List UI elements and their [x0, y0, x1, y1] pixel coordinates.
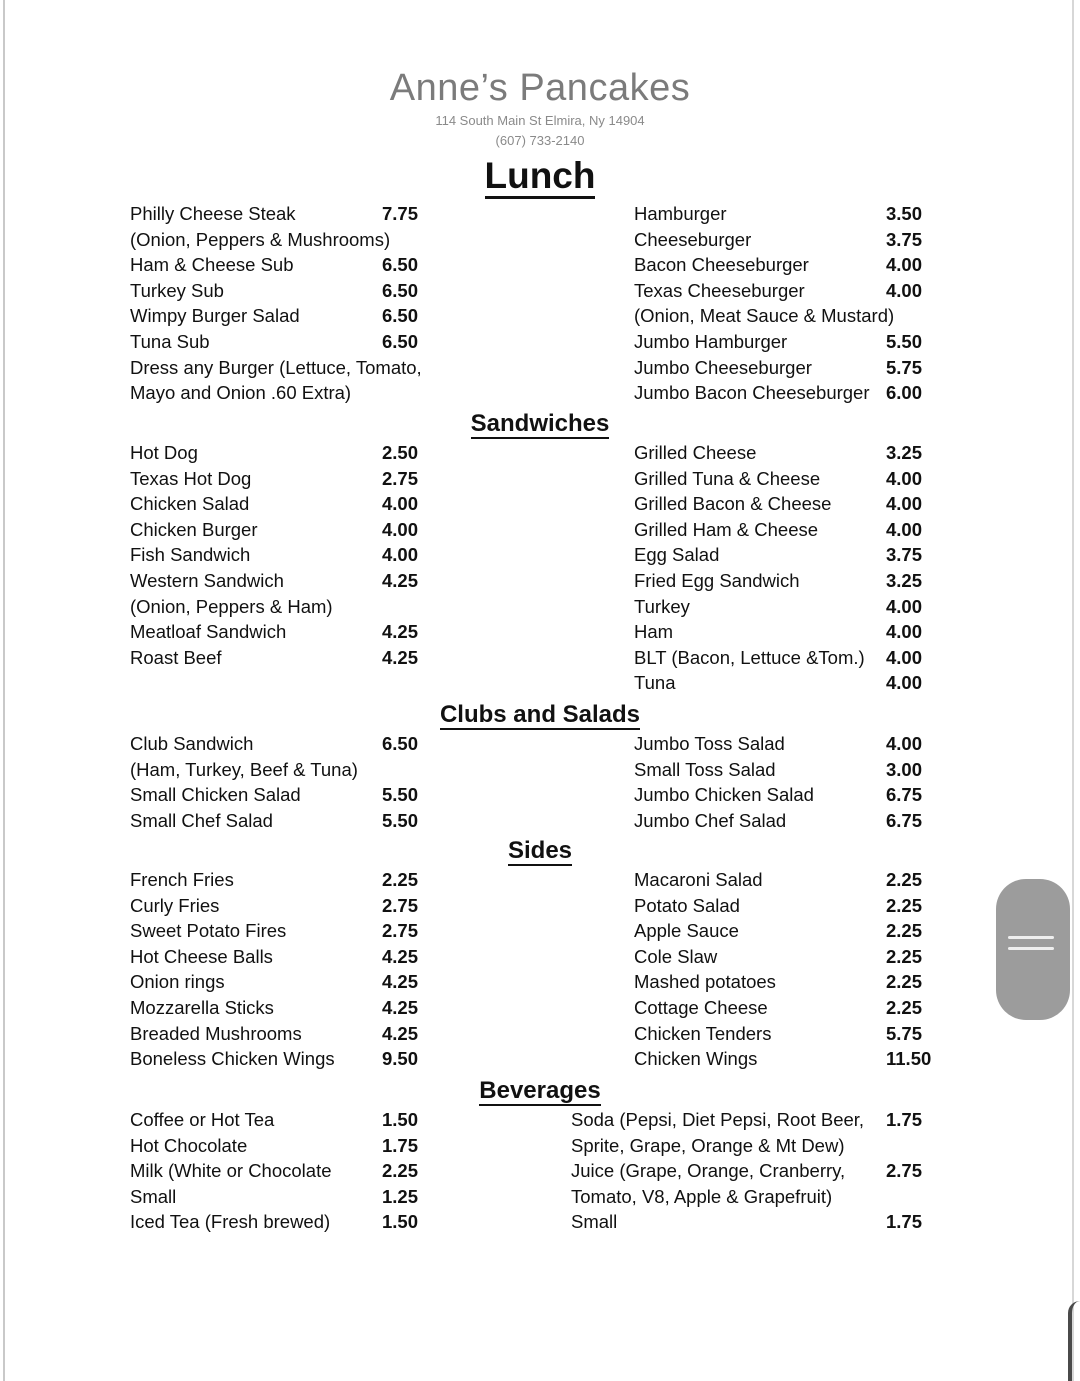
menu-item-name: Fish Sandwich — [130, 544, 251, 565]
menu-item-price: 2.75 — [886, 1160, 923, 1181]
menu-item-name: Ham — [634, 621, 674, 642]
menu-item-name: Cole Slaw — [634, 946, 718, 967]
menu-item-name: Turkey Sub — [130, 280, 224, 301]
menu-item-name: Meatloaf Sandwich — [130, 621, 287, 642]
menu-item-name: Chicken Wings — [634, 1048, 758, 1069]
menu-item-name: Hot Cheese Balls — [130, 946, 273, 967]
restaurant-name: Anne’s Pancakes — [389, 67, 691, 109]
menu-item-price: 2.50 — [382, 442, 419, 463]
menu-item-name: Tuna Sub — [130, 331, 210, 352]
menu-item-price: 1.75 — [886, 1211, 923, 1232]
menu-item-name: Jumbo Chicken Salad — [634, 784, 814, 805]
phone: (607) 733-2140 — [495, 133, 585, 148]
menu-item-name: Tuna — [634, 672, 676, 693]
section-clubs-title: Clubs and Salads — [439, 701, 641, 728]
menu-item-name: Apple Sauce — [634, 920, 739, 941]
menu-item-name: Potato Salad — [634, 895, 740, 916]
menu-item-price: 6.50 — [382, 331, 419, 352]
menu-item-price: 4.25 — [382, 997, 419, 1018]
menu-item-price: 4.00 — [886, 280, 923, 301]
menu-item-name: Milk (White or Chocolate — [130, 1160, 332, 1181]
page-edge-left — [3, 0, 5, 1381]
menu-item-price: 2.25 — [382, 1160, 419, 1181]
menu-item-name: Coffee or Hot Tea — [130, 1109, 275, 1130]
section-beverages-title: Beverages — [479, 1077, 601, 1104]
menu-item-price: 2.75 — [382, 920, 419, 941]
menu-item-name: Mashed potatoes — [634, 971, 776, 992]
menu-item-name: Macaroni Salad — [634, 869, 763, 890]
menu-item-name: Grilled Cheese — [634, 442, 757, 463]
menu-item-name: Hot Chocolate — [130, 1135, 248, 1156]
page-corner — [1068, 1301, 1080, 1381]
section-sandwiches-title: Sandwiches — [470, 410, 610, 437]
menu-item-name: Grilled Tuna & Cheese — [634, 468, 821, 489]
menu-item-price: 7.75 — [382, 203, 419, 224]
menu-item-name: Western Sandwich — [130, 570, 284, 591]
handle-grip-line — [1008, 947, 1054, 950]
menu-item-price: 1.75 — [382, 1135, 419, 1156]
menu-item-name: Boneless Chicken Wings — [130, 1048, 335, 1069]
menu-item-name: Hamburger — [634, 203, 727, 224]
menu-item-name: Small Toss Salad — [634, 759, 776, 780]
menu-item-name: Mozzarella Sticks — [130, 997, 274, 1018]
menu-item-price: 4.25 — [382, 971, 419, 992]
menu-item-name: Ham & Cheese Sub — [130, 254, 294, 275]
menu-item-price: 2.25 — [886, 869, 923, 890]
menu-item-price: 6.75 — [886, 784, 923, 805]
menu-item-name: Cottage Cheese — [634, 997, 768, 1018]
menu-item-price: 2.25 — [886, 997, 923, 1018]
menu-item-price: 3.75 — [886, 544, 923, 565]
menu-item-price: 1.75 — [886, 1109, 923, 1130]
menu-item-name: Curly Fries — [130, 895, 220, 916]
menu-item-price: 4.25 — [382, 570, 419, 591]
menu-item-name: Mayo and Onion .60 Extra) — [130, 382, 352, 403]
menu-item-price: 4.00 — [382, 519, 419, 540]
menu-item-name: Sprite, Grape, Orange & Mt Dew) — [571, 1135, 845, 1156]
menu-item-name: Chicken Tenders — [634, 1023, 772, 1044]
menu-item-price: 1.50 — [382, 1109, 419, 1130]
menu-item-name: Small — [571, 1211, 618, 1232]
menu-item-price: 4.00 — [886, 647, 923, 668]
menu-item-price: 4.00 — [886, 733, 923, 754]
menu-item-name: (Onion, Peppers & Mushrooms) — [130, 229, 391, 250]
page-title-text: Lunch — [485, 155, 596, 199]
menu-item-price: 3.25 — [886, 442, 923, 463]
menu-item-name: Chicken Burger — [130, 519, 258, 540]
menu-item-name: Fried Egg Sandwich — [634, 570, 800, 591]
section-sides — [0, 837, 1080, 865]
menu-item-price: 5.50 — [886, 331, 923, 352]
section-clubs — [0, 701, 1080, 729]
menu-item-price: 9.50 — [382, 1048, 419, 1069]
menu-item-price: 6.50 — [382, 305, 419, 326]
menu-item-price: 1.50 — [382, 1211, 419, 1232]
menu-item-name: Wimpy Burger Salad — [130, 305, 300, 326]
menu-item-price: 2.25 — [886, 895, 923, 916]
menu-item-price: 6.50 — [382, 280, 419, 301]
menu-item-name: Small Chef Salad — [130, 810, 273, 831]
menu-item-price: 5.75 — [886, 357, 923, 378]
menu-item-name: Jumbo Hamburger — [634, 331, 788, 352]
menu-item-price: 2.75 — [382, 468, 419, 489]
menu-item-name: Jumbo Chef Salad — [634, 810, 787, 831]
menu-item-price: 3.00 — [886, 759, 923, 780]
menu-item-price: 2.25 — [382, 869, 419, 890]
menu-item-price: 6.75 — [886, 810, 923, 831]
menu-item-price: 5.50 — [382, 810, 419, 831]
menu-item-name: Cheeseburger — [634, 229, 752, 250]
menu-item-price: 4.00 — [886, 596, 923, 617]
menu-item-name: Breaded Mushrooms — [130, 1023, 302, 1044]
menu-item-name: Club Sandwich — [130, 733, 254, 754]
menu-item-price: 4.00 — [886, 493, 923, 514]
menu-item-price: 5.50 — [382, 784, 419, 805]
menu-item-price: 2.25 — [886, 920, 923, 941]
section-sides-title: Sides — [507, 837, 573, 864]
menu-item-name: Jumbo Toss Salad — [634, 733, 785, 754]
menu-item-price: 6.50 — [382, 733, 419, 754]
handle-grip-line — [1008, 936, 1054, 939]
menu-item-name: Iced Tea (Fresh brewed) — [130, 1211, 331, 1232]
menu-item-name: Texas Cheeseburger — [634, 280, 805, 301]
menu-item-name: Onion rings — [130, 971, 225, 992]
menu-item-name: Texas Hot Dog — [130, 468, 252, 489]
menu-item-price: 4.00 — [382, 493, 419, 514]
menu-item-price: 2.25 — [886, 946, 923, 967]
page-title — [0, 153, 1080, 199]
menu-item-price: 4.25 — [382, 621, 419, 642]
menu-item-name: Sweet Potato Fires — [130, 920, 287, 941]
menu-item-name: (Onion, Peppers & Ham) — [130, 596, 333, 617]
menu-item-price: 6.00 — [886, 382, 923, 403]
menu-item-name: Jumbo Cheeseburger — [634, 357, 812, 378]
menu-item-price: 4.00 — [886, 254, 923, 275]
menu-item-name: Grilled Ham & Cheese — [634, 519, 819, 540]
menu-item-name: (Ham, Turkey, Beef & Tuna) — [130, 759, 358, 780]
menu-item-price: 4.00 — [886, 468, 923, 489]
menu-item-name: Turkey — [634, 596, 690, 617]
section-sandwiches — [0, 410, 1080, 438]
menu-item-name: Grilled Bacon & Cheese — [634, 493, 832, 514]
menu-item-name: Bacon Cheeseburger — [634, 254, 809, 275]
menu-item-name: Tomato, V8, Apple & Grapefruit) — [571, 1186, 833, 1207]
menu-item-price: 11.50 — [886, 1048, 932, 1069]
menu-item-name: Egg Salad — [634, 544, 720, 565]
menu-item-price: 3.25 — [886, 570, 923, 591]
menu-item-price: 4.25 — [382, 1023, 419, 1044]
menu-item-price: 2.25 — [886, 971, 923, 992]
menu-item-name: French Fries — [130, 869, 234, 890]
menu-item-price: 3.50 — [886, 203, 923, 224]
menu-item-price: 1.25 — [382, 1186, 419, 1207]
menu-item-name: Small Chicken Salad — [130, 784, 301, 805]
menu-item-name: Dress any Burger (Lettuce, Tomato, — [130, 357, 422, 378]
section-beverages — [0, 1077, 1080, 1105]
menu-item-name: Soda (Pepsi, Diet Pepsi, Root Beer, — [571, 1109, 865, 1130]
menu-item-price: 4.00 — [886, 621, 923, 642]
menu-item-name: Juice (Grape, Orange, Cranberry, — [571, 1160, 846, 1181]
menu-item-price: 4.00 — [886, 672, 923, 693]
menu-item-name: BLT (Bacon, Lettuce &Tom.) — [634, 647, 865, 668]
menu-item-price: 5.75 — [886, 1023, 923, 1044]
menu-item-name: (Onion, Meat Sauce & Mustard) — [634, 305, 895, 326]
menu-item-price: 4.00 — [382, 544, 419, 565]
menu-item-price: 4.25 — [382, 647, 419, 668]
scroll-handle[interactable] — [996, 879, 1070, 1020]
menu-item-name: Jumbo Bacon Cheeseburger — [634, 382, 870, 403]
menu-item-name: Small — [130, 1186, 177, 1207]
menu-item-name: Chicken Salad — [130, 493, 250, 514]
menu-item-price: 2.75 — [382, 895, 419, 916]
menu-item-price: 4.00 — [886, 519, 923, 540]
menu-item-price: 3.75 — [886, 229, 923, 250]
page-edge-right — [1072, 0, 1074, 1381]
menu-item-price: 4.25 — [382, 946, 419, 967]
address: 114 South Main St Elmira, Ny 14904 — [435, 113, 645, 128]
menu-item-price: 6.50 — [382, 254, 419, 275]
menu-item-name: Hot Dog — [130, 442, 198, 463]
menu-item-name: Roast Beef — [130, 647, 222, 668]
menu-item-name: Philly Cheese Steak — [130, 203, 296, 224]
